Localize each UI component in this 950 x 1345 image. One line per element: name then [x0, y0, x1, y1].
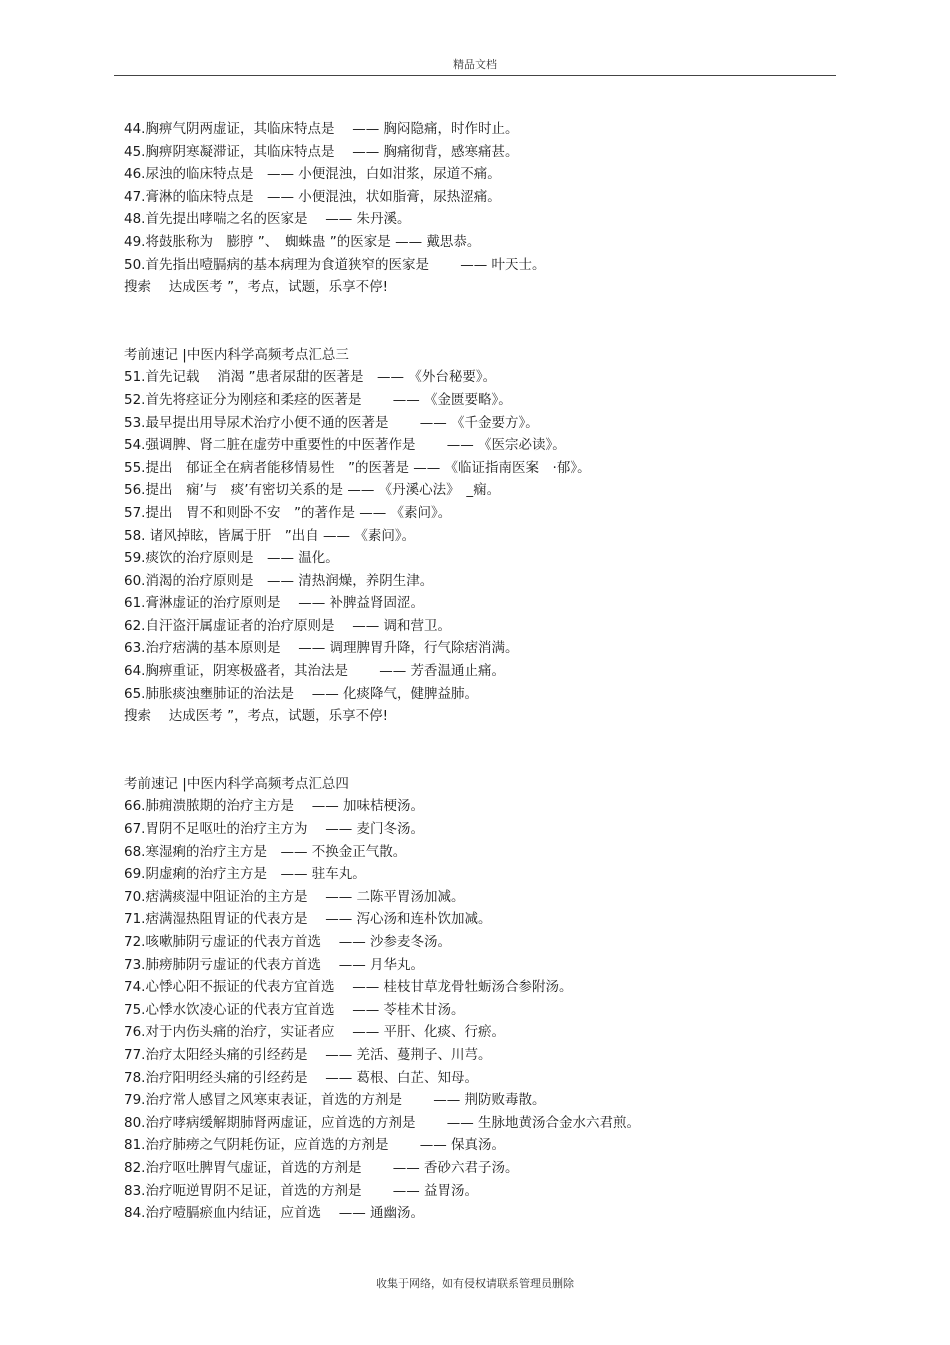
text-line: 75.心悸水饮凌心证的代表方宜首选 —— 苓桂术甘汤。: [124, 1001, 465, 1018]
text-line: 49.将鼓胀称为 膨脝 ”、 蜘蛛蛊 ”的医家是 —— 戴思恭。: [124, 233, 481, 250]
text-line: 62.自汗盗汗属虚证者的治疗原则是 —— 调和营卫。: [124, 617, 452, 634]
text-line: 50.首先指出噎膈病的基本病理为食道狭窄的医家是 —— 叶天士。: [124, 256, 546, 273]
text-line: 74.心悸心阳不振证的代表方宜首选 —— 桂枝甘草龙骨牡蛎汤合参附汤。: [124, 979, 573, 996]
document-body: [124, 118, 824, 1225]
section-1: [124, 118, 824, 299]
text-line: 51.首先记载 消渴 ”患者尿甜的医著是 —— 《外台秘要》。: [124, 369, 497, 386]
text-line: 47.膏淋的临床特点是 —— 小便混浊，状如脂膏，尿热涩痛。: [124, 188, 501, 205]
text-line: 53.最早提出用导尿术治疗小便不通的医著是 —— 《千金要方》。: [124, 414, 539, 431]
text-line: 58. 诸风掉眩，皆属于肝 ”出自 —— 《素问》。: [124, 527, 416, 544]
text-line: 55.提出 郁证全在病者能移情易性 ”的医著是 —— 《临证指南医案 ·郁》。: [124, 459, 591, 476]
text-line: 81.治疗肺痨之气阴耗伤证，应首选的方剂是 —— 保真汤。: [124, 1137, 506, 1154]
text-line: 考前速记 |中医内科学高频考点汇总四: [124, 775, 349, 792]
text-line: 52.首先将痉证分为刚痉和柔痉的医著是 —— 《金匮要略》。: [124, 391, 512, 408]
text-line: 搜索 达成医考 ”，考点，试题，乐享不停!: [124, 279, 388, 296]
text-line: 65.肺胀痰浊壅肺证的治法是 —— 化痰降气，健脾益肺。: [124, 685, 479, 702]
header-divider: [114, 75, 836, 76]
text-line: 61.膏淋虚证的治疗原则是 —— 补脾益肾固涩。: [124, 595, 425, 612]
text-line: 76.对于内伤头痛的治疗，实证者应 —— 平肝、化痰、行瘀。: [124, 1024, 506, 1041]
text-line: 48.首先提出哮喘之名的医家是 —— 朱丹溪。: [124, 211, 411, 228]
text-line: 67.胃阴不足呕吐的治疗主方为 —— 麦门冬汤。: [124, 821, 425, 838]
text-line: 72.咳嗽肺阴亏虚证的代表方首选 —— 沙参麦冬汤。: [124, 934, 452, 950]
text-line: 79.治疗常人感冒之风寒束表证，首选的方剂是 —— 荆防败毒散。: [124, 1092, 546, 1109]
text-line: 80.治疗哮病缓解期肺肾两虚证，应首选的方剂是 —— 生脉地黄汤合金水六君煎。: [124, 1114, 641, 1131]
text-line: 59.痰饮的治疗原则是 —— 温化。: [124, 550, 339, 567]
text-line: 搜索 达成医考 ”，考点，试题，乐享不停!: [124, 708, 388, 725]
text-line: 46.尿浊的临床特点是 —— 小便混浊，白如泔浆，尿道不痛。: [124, 166, 501, 183]
text-line: 66.肺痈溃脓期的治疗主方是 —— 加味桔梗汤。: [124, 798, 425, 815]
text-line: 60.消渴的治疗原则是 —— 清热润燥，养阴生津。: [124, 572, 434, 589]
text-line: 69.阴虚痢的治疗主方是 —— 驻车丸。: [124, 866, 366, 883]
text-line: 56.提出 痫’与 痰’有密切关系的是 —— 《丹溪心法》 _痫。: [124, 482, 501, 499]
text-line: 45.胸痹阴寒凝滞证，其临床特点是 —— 胸痛彻背，感寒痛甚。: [124, 143, 519, 160]
section-2: [124, 344, 824, 728]
text-line: 73.肺痨肺阴亏虚证的代表方首选 —— 月华丸。: [124, 956, 425, 973]
page-header: 精品文档: [453, 58, 497, 71]
text-line: 57.提出 胃不和则卧不安 ”的著作是 —— 《素问》。: [124, 504, 452, 521]
text-line: 54.强调脾、肾二脏在虚劳中重要性的中医著作是 —— 《医宗必读》。: [124, 437, 566, 454]
text-line: 68.寒湿痢的治疗主方是 —— 不换金正气散。: [124, 843, 407, 860]
text-line: 64.胸痹重证，阴寒极盛者，其治法是 —— 芳香温通止痛。: [124, 663, 506, 680]
text-line: 84.治疗噎膈瘀血内结证，应首选 —— 通幽汤。: [124, 1205, 425, 1222]
text-line: 44.胸痹气阴两虚证，其临床特点是 —— 胸闷隐痛，时作时止。: [124, 121, 519, 137]
text-line: 70.痞满痰湿中阻证治的主方是 —— 二陈平胃汤加减。: [124, 888, 465, 905]
text-line: 71.痞满湿热阻胃证的代表方是 —— 泻心汤和连朴饮加减。: [124, 911, 492, 928]
text-line: 63.治疗痞满的基本原则是 —— 调理脾胃升降，行气除痞消满。: [124, 640, 519, 657]
text-line: 82.治疗呕吐脾胃气虚证，首选的方剂是 —— 香砂六君子汤。: [124, 1159, 519, 1176]
section-3: [124, 773, 824, 1225]
text-line: 考前速记 |中医内科学高频考点汇总三: [124, 346, 349, 363]
text-line: 77.治疗太阳经头痛的引经药是 —— 羌活、蔓荆子、川芎。: [124, 1046, 492, 1063]
text-line: 83.治疗呃逆胃阴不足证，首选的方剂是 —— 益胃汤。: [124, 1182, 479, 1199]
text-line: 78.治疗阳明经头痛的引经药是 —— 葛根、白芷、知母。: [124, 1069, 479, 1086]
page-footer: 收集于网络，如有侵权请联系管理员删除: [376, 1277, 574, 1290]
